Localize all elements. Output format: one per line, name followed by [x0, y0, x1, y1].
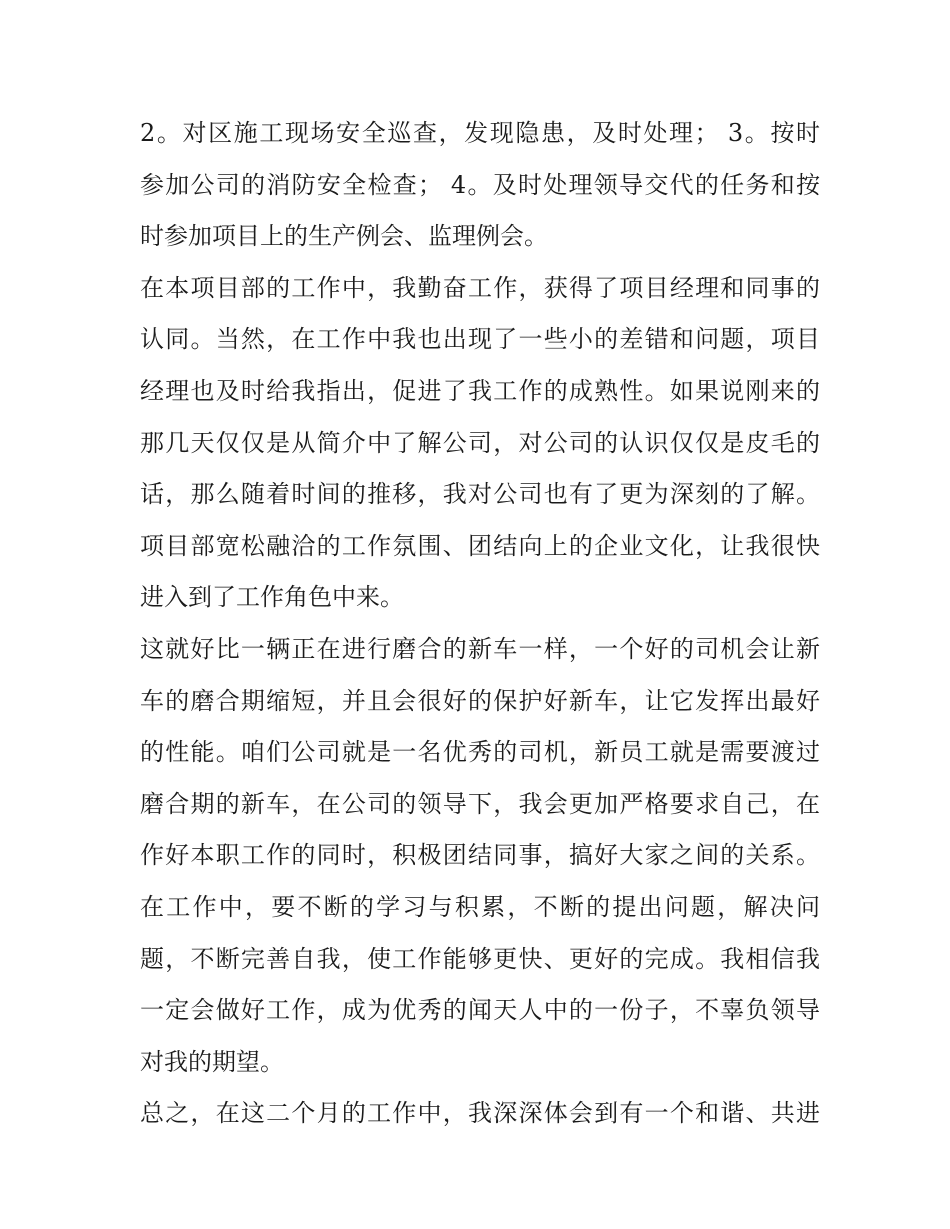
text-line: 题，不断完善自我，使工作能够更快、更好的完成。我相信我: [140, 944, 820, 973]
document-body: [140, 108, 820, 1140]
text-line: 时参加项目上的生产例会、监理例会。: [140, 222, 548, 251]
text-line: 认同。当然，在工作中我也出现了一些小的差错和问题，项目: [140, 325, 820, 354]
text-line: 的性能。咱们公司就是一名优秀的司机，新员工就是需要渡过: [140, 738, 820, 767]
text-line: 那几天仅仅是从简介中了解公司，对公司的认识仅仅是皮毛的: [140, 428, 820, 457]
text-line: 磨合期的新车，在公司的领导下，我会更加严格要求自己，在: [140, 789, 820, 818]
text-line: 在本项目部的工作中，我勤奋工作，获得了项目经理和同事的: [140, 273, 820, 302]
text-line: 话，那么随着时间的推移，我对公司也有了更为深刻的了解。: [140, 480, 820, 509]
text-line: 总之，在这二个月的工作中，我深深体会到有一个和谐、共进: [140, 1099, 820, 1128]
text-line: 经理也及时给我指出，促进了我工作的成熟性。如果说刚来的: [140, 376, 820, 405]
text-line: 在工作中，要不断的学习与积累，不断的提出问题，解决问: [140, 892, 820, 921]
text-line: 这就好比一辆正在进行磨合的新车一样，一个好的司机会让新: [140, 634, 820, 663]
text-line: 参加公司的消防安全检查； 4。及时处理领导交代的任务和按: [140, 170, 820, 199]
text-line: 对我的期望。: [140, 1047, 284, 1076]
text-line: 项目部宽松融洽的工作氛围、团结向上的企业文化，让我很快: [140, 531, 820, 560]
text-line: 作好本职工作的同时，积极团结同事，搞好大家之间的关系。: [140, 841, 820, 870]
text-line: 一定会做好工作，成为优秀的闻天人中的一份子，不辜负领导: [140, 996, 820, 1025]
text-line: 进入到了工作角色中来。: [140, 583, 404, 612]
text-line: 车的磨合期缩短，并且会很好的保护好新车，让它发挥出最好: [140, 686, 820, 715]
text-line: 2。对区施工现场安全巡查，发现隐患，及时处理； 3。按时: [140, 119, 820, 147]
